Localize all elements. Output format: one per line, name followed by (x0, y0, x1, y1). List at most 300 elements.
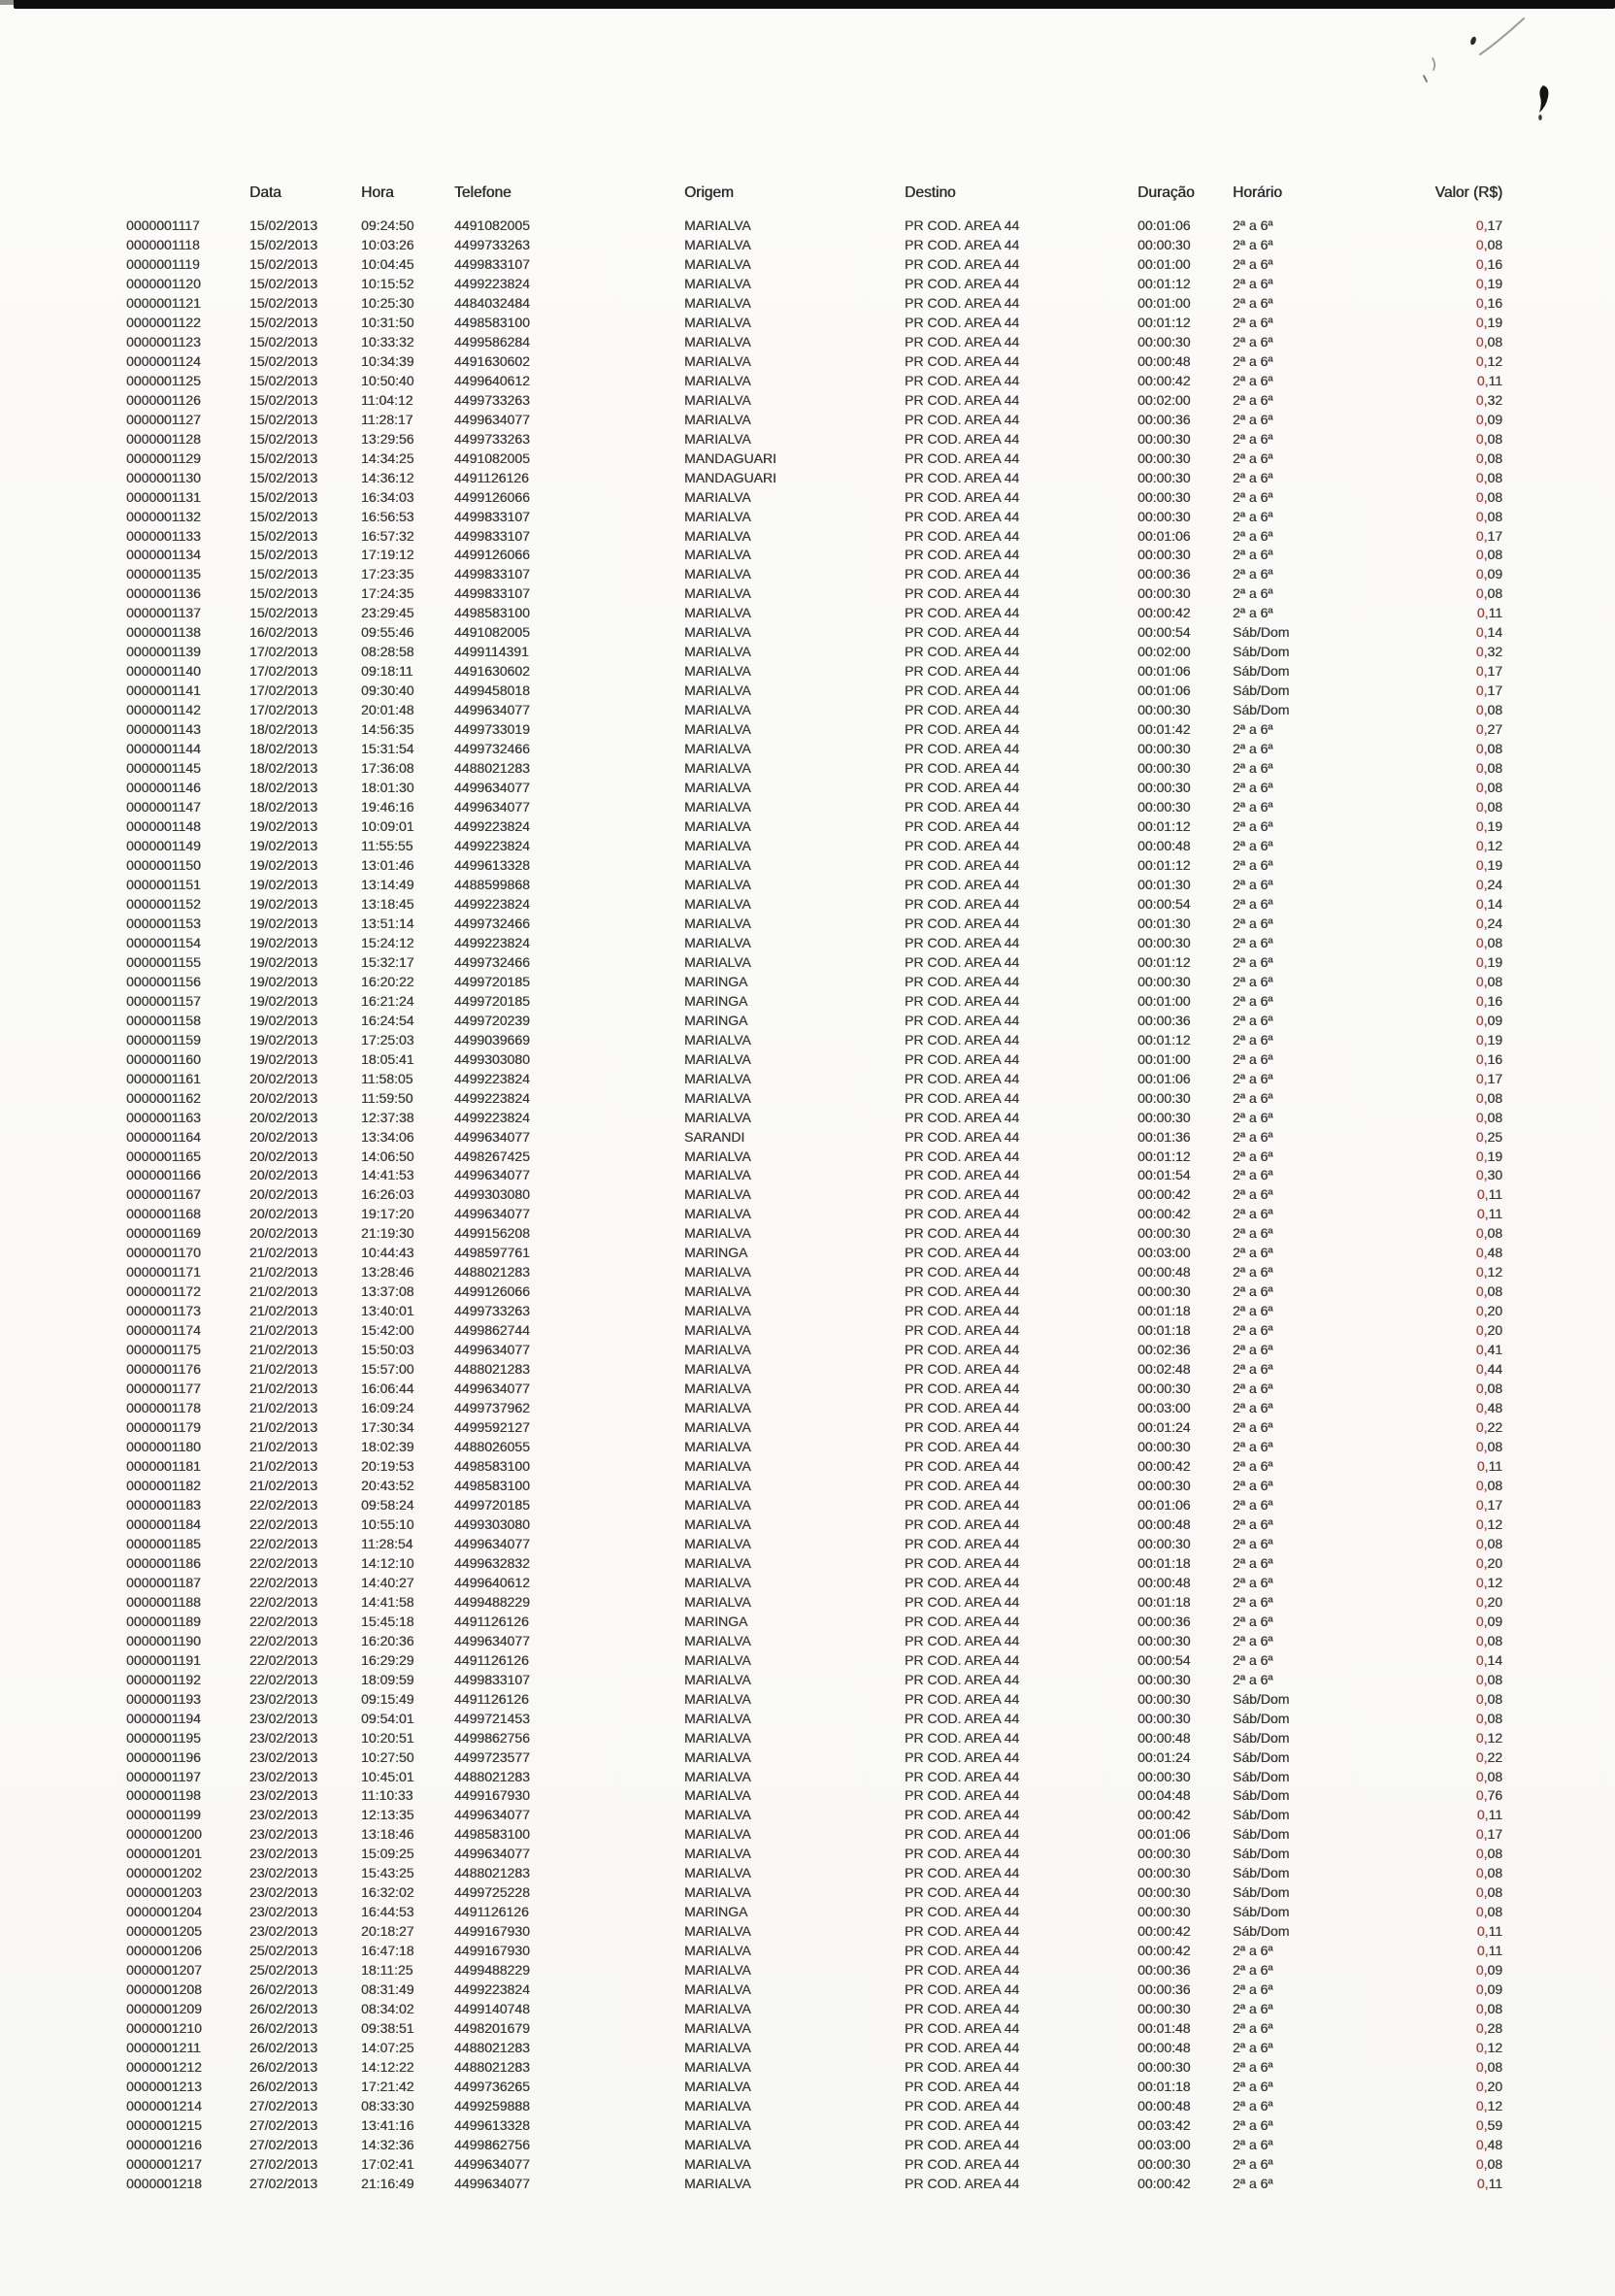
duration-cell: 00:00:48 (1137, 2040, 1191, 2056)
dest-cell: PR COD. AREA 44 (905, 1477, 1020, 1493)
date-cell: 23/02/2013 (249, 1846, 318, 1862)
value-cell: 0,28 (1475, 2020, 1502, 2037)
value-cell: 0,08 (1475, 934, 1502, 950)
tariff-cell: 2ª a 6ª (1233, 721, 1273, 738)
call-id-cell: 0000001129 (126, 449, 201, 466)
time-cell: 17:21:42 (361, 2079, 414, 2094)
phone-cell: 4499634077 (454, 1632, 530, 1648)
call-id-cell: 0000001117 (126, 217, 200, 233)
date-cell: 26/02/2013 (249, 2059, 318, 2076)
table-row (0, 2059, 1615, 2079)
table-row (0, 1594, 1615, 1614)
table-row (0, 1186, 1615, 1206)
phone-cell: 4499126066 (454, 547, 530, 563)
duration-cell: 00:00:42 (1137, 1923, 1191, 1940)
dest-cell: PR COD. AREA 44 (905, 547, 1020, 563)
call-id-cell: 0000001146 (126, 780, 201, 796)
time-cell: 11:28:54 (361, 1535, 413, 1551)
time-cell: 14:41:58 (361, 1593, 414, 1610)
tariff-cell: 2ª a 6ª (1233, 1574, 1273, 1590)
dest-cell: PR COD. AREA 44 (905, 876, 1020, 892)
origin-cell: MARIALVA (684, 1865, 751, 1881)
tariff-cell: 2ª a 6ª (1233, 1245, 1273, 1261)
dest-cell: PR COD. AREA 44 (905, 644, 1020, 660)
date-cell: 15/02/2013 (249, 275, 318, 291)
dest-cell: PR COD. AREA 44 (905, 1884, 1020, 1901)
tariff-cell: Sáb/Dom (1233, 1748, 1290, 1765)
tariff-cell: Sáb/Dom (1233, 1768, 1290, 1784)
phone-cell: 4499223824 (454, 895, 530, 912)
date-cell: 15/02/2013 (249, 488, 318, 505)
duration-cell: 00:01:06 (1137, 1070, 1191, 1086)
duration-cell: 00:00:48 (1137, 352, 1191, 369)
time-cell: 16:29:29 (361, 1651, 414, 1668)
dest-cell: PR COD. AREA 44 (905, 1342, 1020, 1358)
value-cell: 0,11 (1476, 2175, 1502, 2191)
date-cell: 21/02/2013 (249, 1400, 318, 1416)
tariff-cell: 2ª a 6ª (1233, 1089, 1273, 1106)
time-cell: 17:30:34 (361, 1419, 414, 1436)
phone-cell: 4499223824 (454, 818, 530, 835)
duration-cell: 00:00:54 (1137, 1651, 1191, 1668)
date-cell: 22/02/2013 (249, 1535, 318, 1551)
call-id-cell: 0000001212 (126, 2059, 202, 2076)
call-id-cell: 0000001216 (126, 2136, 202, 2152)
call-id-cell: 0000001199 (126, 1807, 201, 1823)
dest-cell: PR COD. AREA 44 (905, 1651, 1020, 1668)
tariff-cell: Sáb/Dom (1233, 1865, 1290, 1881)
call-id-cell: 0000001185 (126, 1535, 201, 1551)
tariff-cell: 2ª a 6ª (1233, 566, 1273, 582)
dest-cell: PR COD. AREA 44 (905, 1748, 1020, 1765)
date-cell: 26/02/2013 (249, 2001, 318, 2017)
value-cell: 0,08 (1475, 1439, 1502, 1455)
time-cell: 09:18:11 (361, 663, 413, 680)
tariff-cell: 2ª a 6ª (1233, 856, 1273, 873)
value-cell: 0,27 (1475, 721, 1502, 738)
tariff-cell: 2ª a 6ª (1233, 275, 1273, 291)
dest-cell: PR COD. AREA 44 (905, 1768, 1020, 1784)
dest-cell: PR COD. AREA 44 (905, 1846, 1020, 1862)
origin-cell: MARIALVA (684, 682, 751, 699)
origin-cell: MARIALVA (684, 1148, 751, 1164)
origin-cell: MANDAGUARI (684, 449, 776, 466)
call-id-cell: 0000001202 (126, 1865, 202, 1881)
call-id-cell: 0000001178 (126, 1400, 201, 1416)
table-row (0, 1051, 1615, 1071)
value-cell: 0,11 (1476, 1943, 1502, 1959)
dest-cell: PR COD. AREA 44 (905, 430, 1020, 447)
origin-cell: MARIALVA (684, 1031, 751, 1048)
value-cell: 0,09 (1475, 1962, 1502, 1979)
date-cell: 23/02/2013 (249, 1904, 318, 1920)
time-cell: 13:51:14 (361, 915, 414, 931)
time-cell: 13:29:56 (361, 430, 414, 447)
duration-cell: 00:00:30 (1137, 236, 1191, 252)
dest-cell: PR COD. AREA 44 (905, 1943, 1020, 1959)
phone-cell: 4488026055 (454, 1439, 530, 1455)
table-row (0, 1575, 1615, 1594)
value-cell: 0,08 (1475, 430, 1502, 447)
origin-cell: MARINGA (684, 992, 748, 1009)
origin-cell: MARINGA (684, 1012, 748, 1028)
tariff-cell: 2ª a 6ª (1233, 760, 1273, 777)
call-id-cell: 0000001154 (126, 934, 201, 950)
tariff-cell: 2ª a 6ª (1233, 1186, 1273, 1203)
time-cell: 16:44:53 (361, 1904, 414, 1920)
call-id-cell: 0000001177 (126, 1381, 201, 1397)
duration-cell: 00:00:30 (1137, 1283, 1191, 1300)
duration-cell: 00:00:30 (1137, 973, 1191, 989)
tariff-cell: 2ª a 6ª (1233, 294, 1273, 311)
date-cell: 27/02/2013 (249, 2116, 318, 2133)
dest-cell: PR COD. AREA 44 (905, 1671, 1020, 1687)
value-cell: 0,11 (1476, 1807, 1502, 1823)
duration-cell: 00:01:12 (1137, 275, 1191, 291)
call-id-cell: 0000001160 (126, 1050, 201, 1067)
phone-cell: 4499126066 (454, 1283, 530, 1300)
duration-cell: 00:00:36 (1137, 566, 1191, 582)
origin-cell: MARINGA (684, 1613, 748, 1629)
value-cell: 0,08 (1475, 780, 1502, 796)
call-id-cell: 0000001120 (126, 275, 201, 291)
dest-cell: PR COD. AREA 44 (905, 2001, 1020, 2017)
origin-cell: MARIALVA (684, 624, 751, 641)
dest-cell: PR COD. AREA 44 (905, 1923, 1020, 1940)
ink-comma-mark (1539, 85, 1548, 113)
tariff-cell: 2ª a 6ª (1233, 217, 1273, 233)
origin-cell: MARIALVA (684, 1458, 751, 1474)
tariff-cell: 2ª a 6ª (1233, 1361, 1273, 1378)
phone-cell: 4499634077 (454, 780, 530, 796)
date-cell: 21/02/2013 (249, 1283, 318, 1300)
column-header-destino: Destino (905, 184, 956, 201)
tariff-cell: 2ª a 6ª (1233, 1283, 1273, 1300)
phone-cell: 4499833107 (454, 1671, 530, 1687)
date-cell: 23/02/2013 (249, 1710, 318, 1726)
table-row (0, 450, 1615, 470)
dest-cell: PR COD. AREA 44 (905, 527, 1020, 544)
call-id-cell: 0000001157 (126, 992, 201, 1009)
table-row (0, 431, 1615, 450)
time-cell: 17:36:08 (361, 760, 414, 777)
tariff-cell: Sáb/Dom (1233, 1787, 1290, 1804)
time-cell: 15:09:25 (361, 1846, 414, 1862)
origin-cell: MARIALVA (684, 856, 751, 873)
dest-cell: PR COD. AREA 44 (905, 2116, 1020, 2133)
time-cell: 10:09:01 (361, 818, 414, 835)
value-cell: 0,12 (1475, 1264, 1502, 1281)
duration-cell: 00:02:36 (1137, 1342, 1191, 1358)
phone-cell: 4499833107 (454, 585, 530, 602)
origin-cell: MARIALVA (684, 663, 751, 680)
duration-cell: 00:00:30 (1137, 934, 1191, 950)
value-cell: 0,11 (1476, 1206, 1502, 1222)
origin-cell: MARIALVA (684, 1554, 751, 1571)
call-id-cell: 0000001164 (126, 1128, 201, 1145)
origin-cell: MARIALVA (684, 1167, 751, 1183)
date-cell: 23/02/2013 (249, 1748, 318, 1765)
date-cell: 26/02/2013 (249, 2079, 318, 2094)
call-id-cell: 0000001166 (126, 1167, 201, 1183)
phone-cell: 4498201679 (454, 2020, 530, 2037)
time-cell: 08:34:02 (361, 2001, 414, 2017)
value-cell: 0,19 (1475, 1148, 1502, 1164)
date-cell: 19/02/2013 (249, 934, 318, 950)
call-id-cell: 0000001128 (126, 430, 201, 447)
phone-cell: 4488021283 (454, 760, 530, 777)
origin-cell: MARIALVA (684, 838, 751, 853)
origin-cell: MARIALVA (684, 1748, 751, 1765)
call-id-cell: 0000001205 (126, 1923, 202, 1940)
date-cell: 26/02/2013 (249, 2040, 318, 2056)
time-cell: 10:03:26 (361, 236, 414, 252)
time-cell: 16:20:22 (361, 973, 414, 989)
origin-cell: MARIALVA (684, 1264, 751, 1281)
duration-cell: 00:01:12 (1137, 314, 1191, 330)
column-header-duracao: Duração (1137, 184, 1195, 201)
table-row (0, 1884, 1615, 1904)
origin-cell: MARIALVA (684, 2059, 751, 2076)
date-cell: 21/02/2013 (249, 1361, 318, 1378)
dest-cell: PR COD. AREA 44 (905, 1904, 1020, 1920)
date-cell: 19/02/2013 (249, 856, 318, 873)
call-id-cell: 0000001206 (126, 1943, 202, 1959)
time-cell: 13:34:06 (361, 1128, 414, 1145)
call-id-cell: 0000001192 (126, 1671, 201, 1687)
time-cell: 10:31:50 (361, 314, 414, 330)
dest-cell: PR COD. AREA 44 (905, 741, 1020, 757)
date-cell: 27/02/2013 (249, 2175, 318, 2191)
date-cell: 15/02/2013 (249, 585, 318, 602)
origin-cell: SARANDI (684, 1128, 745, 1145)
table-row (0, 780, 1615, 799)
date-cell: 27/02/2013 (249, 2155, 318, 2172)
duration-cell: 00:03:00 (1137, 1400, 1191, 1416)
origin-cell: MARIALVA (684, 547, 751, 563)
duration-cell: 00:00:30 (1137, 760, 1191, 777)
tariff-cell: Sáb/Dom (1233, 1710, 1290, 1726)
value-cell: 0,12 (1475, 2040, 1502, 2056)
date-cell: 20/02/2013 (249, 1148, 318, 1164)
tariff-cell: 2ª a 6ª (1233, 876, 1273, 892)
tariff-cell: 2ª a 6ª (1233, 1381, 1273, 1397)
time-cell: 15:43:25 (361, 1865, 414, 1881)
tariff-cell: 2ª a 6ª (1233, 1128, 1273, 1145)
tariff-cell: 2ª a 6ª (1233, 1981, 1273, 1998)
table-row (0, 1458, 1615, 1478)
dest-cell: PR COD. AREA 44 (905, 2136, 1020, 2152)
duration-cell: 00:01:00 (1137, 992, 1191, 1009)
pen-dot-mark (1469, 36, 1477, 46)
origin-cell: MARIALVA (684, 236, 751, 252)
dest-cell: PR COD. AREA 44 (905, 1690, 1020, 1707)
time-cell: 13:14:49 (361, 876, 414, 892)
table-row (0, 353, 1615, 373)
duration-cell: 00:01:12 (1137, 856, 1191, 873)
duration-cell: 00:01:48 (1137, 2020, 1191, 2037)
time-cell: 09:58:24 (361, 1496, 414, 1513)
origin-cell: MARIALVA (684, 1981, 751, 1998)
call-id-cell: 0000001132 (126, 508, 201, 524)
duration-cell: 00:00:30 (1137, 1846, 1191, 1862)
phone-cell: 4498267425 (454, 1148, 530, 1164)
date-cell: 17/02/2013 (249, 644, 318, 660)
phone-cell: 4499733263 (454, 236, 530, 252)
call-id-cell: 0000001213 (126, 2079, 202, 2094)
table-row (0, 935, 1615, 954)
date-cell: 23/02/2013 (249, 1729, 318, 1746)
date-cell: 15/02/2013 (249, 605, 318, 621)
dest-cell: PR COD. AREA 44 (905, 1807, 1020, 1823)
duration-cell: 00:01:06 (1137, 1496, 1191, 1513)
duration-cell: 00:01:06 (1137, 527, 1191, 544)
dest-cell: PR COD. AREA 44 (905, 1283, 1020, 1300)
tariff-cell: 2ª a 6ª (1233, 469, 1273, 485)
date-cell: 21/02/2013 (249, 1439, 318, 1455)
tariff-cell: 2ª a 6ª (1233, 2155, 1273, 2172)
tariff-cell: 2ª a 6ª (1233, 1458, 1273, 1474)
call-id-cell: 0000001159 (126, 1031, 201, 1048)
date-cell: 21/02/2013 (249, 1322, 318, 1339)
date-cell: 23/02/2013 (249, 1807, 318, 1823)
dest-cell: PR COD. AREA 44 (905, 2020, 1020, 2037)
phone-cell: 4488021283 (454, 1264, 530, 1281)
duration-cell: 00:00:36 (1137, 1962, 1191, 1979)
date-cell: 23/02/2013 (249, 1787, 318, 1804)
tariff-cell: 2ª a 6ª (1233, 1400, 1273, 1416)
date-cell: 21/02/2013 (249, 1342, 318, 1358)
dest-cell: PR COD. AREA 44 (905, 1089, 1020, 1106)
tariff-cell: 2ª a 6ª (1233, 236, 1273, 252)
time-cell: 10:34:39 (361, 352, 414, 369)
call-id-cell: 0000001165 (126, 1148, 201, 1164)
table-row (0, 799, 1615, 818)
pen-tick-mark (1424, 76, 1427, 82)
time-cell: 08:31:49 (361, 1981, 414, 1998)
value-cell: 0,09 (1475, 1012, 1502, 1028)
date-cell: 22/02/2013 (249, 1574, 318, 1590)
phone-cell: 4498597761 (454, 1245, 530, 1261)
date-cell: 18/02/2013 (249, 780, 318, 796)
tariff-cell: 2ª a 6ª (1233, 953, 1273, 970)
tariff-cell: 2ª a 6ª (1233, 1070, 1273, 1086)
value-cell: 0,59 (1475, 2116, 1502, 2133)
value-cell: 0,24 (1475, 876, 1502, 892)
duration-cell: 00:00:30 (1137, 1477, 1191, 1493)
value-cell: 0,14 (1475, 895, 1502, 912)
phone-cell: 4491630602 (454, 663, 530, 680)
call-id-cell: 0000001152 (126, 895, 201, 912)
table-row (0, 2137, 1615, 2156)
time-cell: 16:34:03 (361, 488, 414, 505)
time-cell: 20:18:27 (361, 1923, 414, 1940)
tariff-cell: 2ª a 6ª (1233, 1439, 1273, 1455)
phone-cell: 4491082005 (454, 217, 530, 233)
value-cell: 0,16 (1475, 1050, 1502, 1067)
duration-cell: 00:02:00 (1137, 644, 1191, 660)
origin-cell: MARIALVA (684, 2079, 751, 2094)
table-row (0, 1730, 1615, 1749)
value-cell: 0,19 (1475, 275, 1502, 291)
duration-cell: 00:00:42 (1137, 1807, 1191, 1823)
table-header-row (0, 184, 1615, 206)
table-row (0, 2098, 1615, 2117)
time-cell: 21:16:49 (361, 2175, 414, 2191)
call-id-cell: 0000001136 (126, 585, 201, 602)
tariff-cell: 2ª a 6ª (1233, 973, 1273, 989)
table-row (0, 1516, 1615, 1536)
table-row (0, 2079, 1615, 2098)
call-id-cell: 0000001211 (126, 2040, 201, 2056)
value-cell: 0,08 (1475, 1283, 1502, 1300)
tariff-cell: 2ª a 6ª (1233, 2040, 1273, 2056)
call-id-cell: 0000001155 (126, 953, 201, 970)
call-id-cell: 0000001180 (126, 1439, 201, 1455)
date-cell: 15/02/2013 (249, 314, 318, 330)
time-cell: 10:45:01 (361, 1768, 414, 1784)
date-cell: 17/02/2013 (249, 663, 318, 680)
column-header-data: Data (249, 184, 281, 201)
origin-cell: MARIALVA (684, 741, 751, 757)
value-cell: 0,08 (1475, 973, 1502, 989)
table-row (0, 295, 1615, 315)
tariff-cell: Sáb/Dom (1233, 644, 1290, 660)
date-cell: 15/02/2013 (249, 391, 318, 408)
value-cell: 0,16 (1475, 255, 1502, 272)
tariff-cell: 2ª a 6ª (1233, 780, 1273, 796)
call-id-cell: 0000001190 (126, 1632, 201, 1648)
date-cell: 15/02/2013 (249, 566, 318, 582)
time-cell: 14:12:10 (361, 1554, 414, 1571)
call-id-cell: 0000001203 (126, 1884, 202, 1901)
call-id-cell: 0000001125 (126, 372, 201, 388)
date-cell: 18/02/2013 (249, 760, 318, 777)
phone-cell: 4499303080 (454, 1186, 530, 1203)
origin-cell: MARIALVA (684, 876, 751, 892)
phone-cell: 4488021283 (454, 1768, 530, 1784)
tariff-cell: 2ª a 6ª (1233, 1303, 1273, 1319)
value-cell: 0,09 (1475, 566, 1502, 582)
call-id-cell: 0000001197 (126, 1768, 201, 1784)
table-row (0, 1614, 1615, 1633)
call-id-cell: 0000001122 (126, 314, 201, 330)
phone-cell: 4499634077 (454, 1535, 530, 1551)
time-cell: 12:13:35 (361, 1807, 414, 1823)
value-cell: 0,11 (1476, 1458, 1502, 1474)
duration-cell: 00:01:24 (1137, 1748, 1191, 1765)
table-row (0, 470, 1615, 489)
date-cell: 15/02/2013 (249, 294, 318, 311)
value-cell: 0,41 (1475, 1342, 1502, 1358)
date-cell: 19/02/2013 (249, 953, 318, 970)
date-cell: 19/02/2013 (249, 818, 318, 835)
time-cell: 10:50:40 (361, 372, 414, 388)
duration-cell: 00:00:30 (1137, 2155, 1191, 2172)
duration-cell: 00:01:42 (1137, 721, 1191, 738)
table-row (0, 392, 1615, 412)
phone-cell: 4491082005 (454, 624, 530, 641)
origin-cell: MARINGA (684, 1904, 748, 1920)
date-cell: 22/02/2013 (249, 1496, 318, 1513)
date-cell: 15/02/2013 (249, 508, 318, 524)
duration-cell: 00:00:30 (1137, 333, 1191, 349)
phone-cell: 4499039669 (454, 1031, 530, 1048)
tariff-cell: Sáb/Dom (1233, 1826, 1290, 1843)
call-id-cell: 0000001134 (126, 547, 201, 563)
date-cell: 20/02/2013 (249, 1070, 318, 1086)
time-cell: 13:40:01 (361, 1303, 414, 1319)
